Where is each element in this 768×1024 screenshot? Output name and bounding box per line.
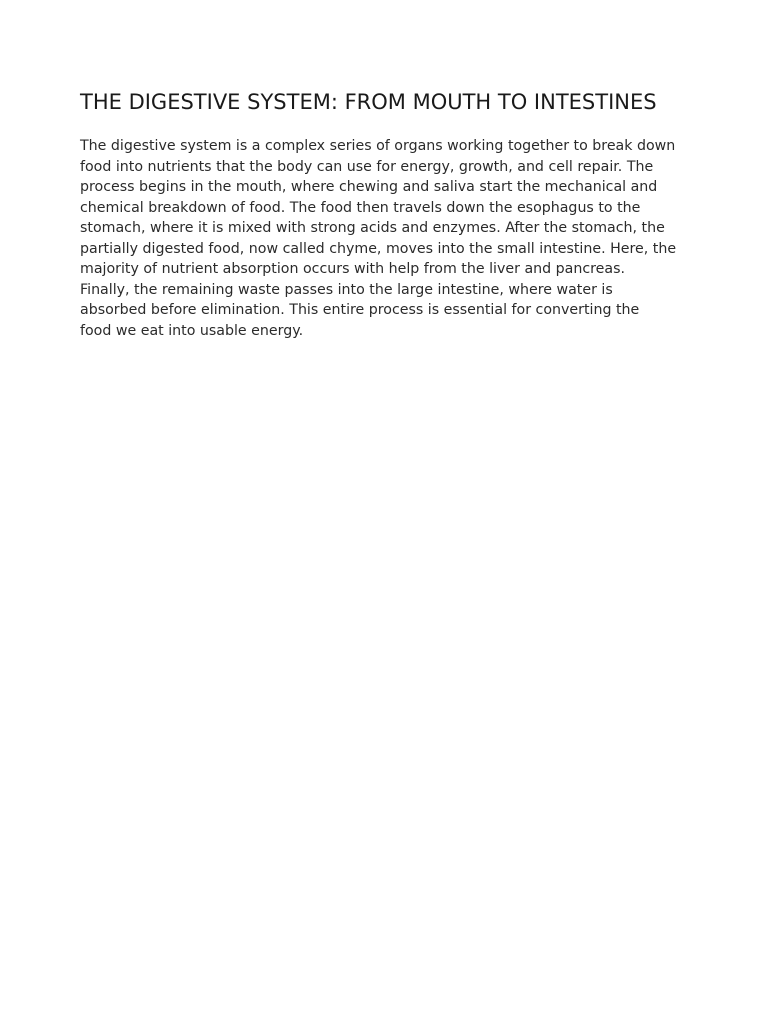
document-title: THE DIGESTIVE SYSTEM: FROM MOUTH TO INTESTINES	[80, 90, 657, 114]
paragraph-line: food into nutrients that the body can use for energy, growth, and cell repair. The	[80, 158, 654, 175]
paragraph-line: stomach, where it is mixed with strong acids and enzymes. After the stomach, the	[80, 220, 665, 236]
paragraph-line: absorbed before elimination. This entire process is essential for converting the	[80, 302, 640, 318]
paragraph-line: majority of nutrient absorption occurs with help from the liver and pancreas.	[80, 261, 625, 277]
paragraph-line: Finally, the remaining waste passes into the large intestine, where water is	[80, 281, 613, 298]
paragraph-line: The digestive system is a complex series of organs working together to break down	[80, 138, 676, 154]
paragraph-line: chemical breakdown of food. The food then travels down the esophagus to the	[80, 199, 641, 216]
document-paragraph	[80, 136, 696, 341]
paragraph-line: process begins in the mouth, where chewing and saliva start the mechanical and	[80, 179, 658, 195]
paragraph-line: partially digested food, now called chyme, moves into the small intestine. Here, the	[80, 240, 677, 257]
paragraph-line: food we eat into usable energy.	[80, 322, 304, 339]
